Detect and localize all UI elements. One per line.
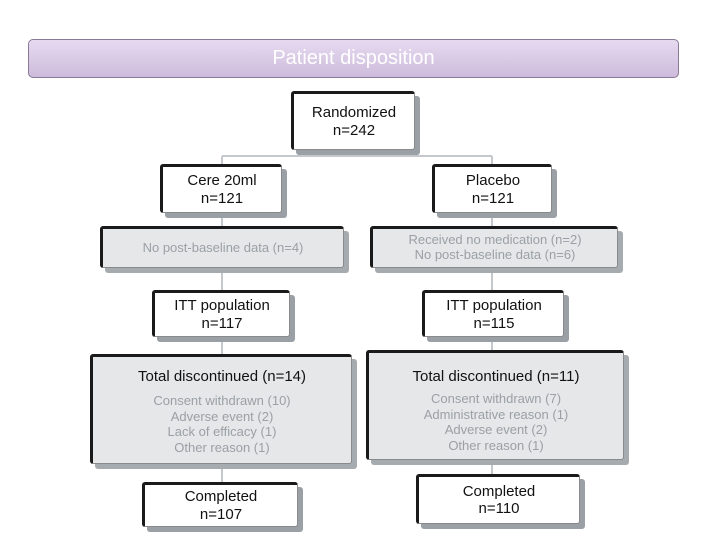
cere-reason-item: Adverse event (2)	[170, 408, 274, 424]
cere-completed-label: Completed	[184, 488, 258, 506]
placebo-itt-label: ITT population	[446, 297, 542, 315]
cere-itt-label: ITT population	[174, 297, 270, 315]
placebo-excluded-box	[370, 226, 618, 268]
cere-itt-count: n=117	[201, 314, 243, 332]
randomized-count: n=242	[332, 121, 376, 139]
cere-completed-box	[142, 482, 298, 527]
placebo-excluded-list	[408, 233, 581, 263]
placebo-completed-box	[416, 474, 580, 524]
placebo-arm-count: n=121	[471, 189, 515, 207]
cere-discontinued-reasons	[153, 393, 290, 455]
cere-reason-item: Consent withdrawn (10)	[153, 393, 291, 409]
placebo-completed-count: n=110	[478, 500, 520, 517]
placebo-reason-item: Other reason (1)	[448, 438, 544, 454]
cere-excluded-text: No post-baseline data (n=4)	[142, 239, 304, 255]
placebo-discontinued-reasons	[424, 391, 569, 453]
placebo-reason-item: Consent withdrawn (7)	[430, 391, 562, 407]
placebo-discontinued-title: Total discontinued (n=11)	[412, 368, 580, 385]
cere-completed-count: n=107	[199, 505, 243, 523]
cere-arm-count: n=121	[200, 189, 244, 207]
placebo-arm-name: Placebo	[465, 172, 521, 190]
cere-discontinued-title: Total discontinued (n=14)	[137, 368, 307, 385]
placebo-arm-box	[432, 164, 552, 213]
cere-arm-box	[160, 164, 282, 213]
randomized-label: Randomized	[311, 104, 397, 122]
placebo-reason-item: Adverse event (2)	[444, 422, 548, 438]
cere-reason-item: Lack of efficacy (1)	[167, 424, 277, 440]
placebo-itt-box	[422, 290, 564, 337]
page-title: Patient disposition	[272, 47, 435, 69]
placebo-discontinued-box	[366, 350, 624, 460]
placebo-excluded-item: No post-baseline data (n=6)	[414, 247, 576, 262]
placebo-excluded-item: Received no medication (n=2)	[408, 232, 582, 248]
cere-excluded-box	[100, 226, 344, 268]
placebo-completed-label: Completed	[462, 482, 536, 500]
cere-arm-name: Cere 20ml	[187, 172, 257, 190]
cere-discontinued-box	[90, 354, 352, 464]
cere-itt-box	[152, 290, 290, 337]
placebo-itt-count: n=115	[473, 314, 515, 332]
placebo-reason-item: Administrative reason (1)	[423, 406, 569, 422]
randomized-box	[291, 91, 415, 150]
cere-reason-item: Other reason (1)	[174, 440, 270, 456]
